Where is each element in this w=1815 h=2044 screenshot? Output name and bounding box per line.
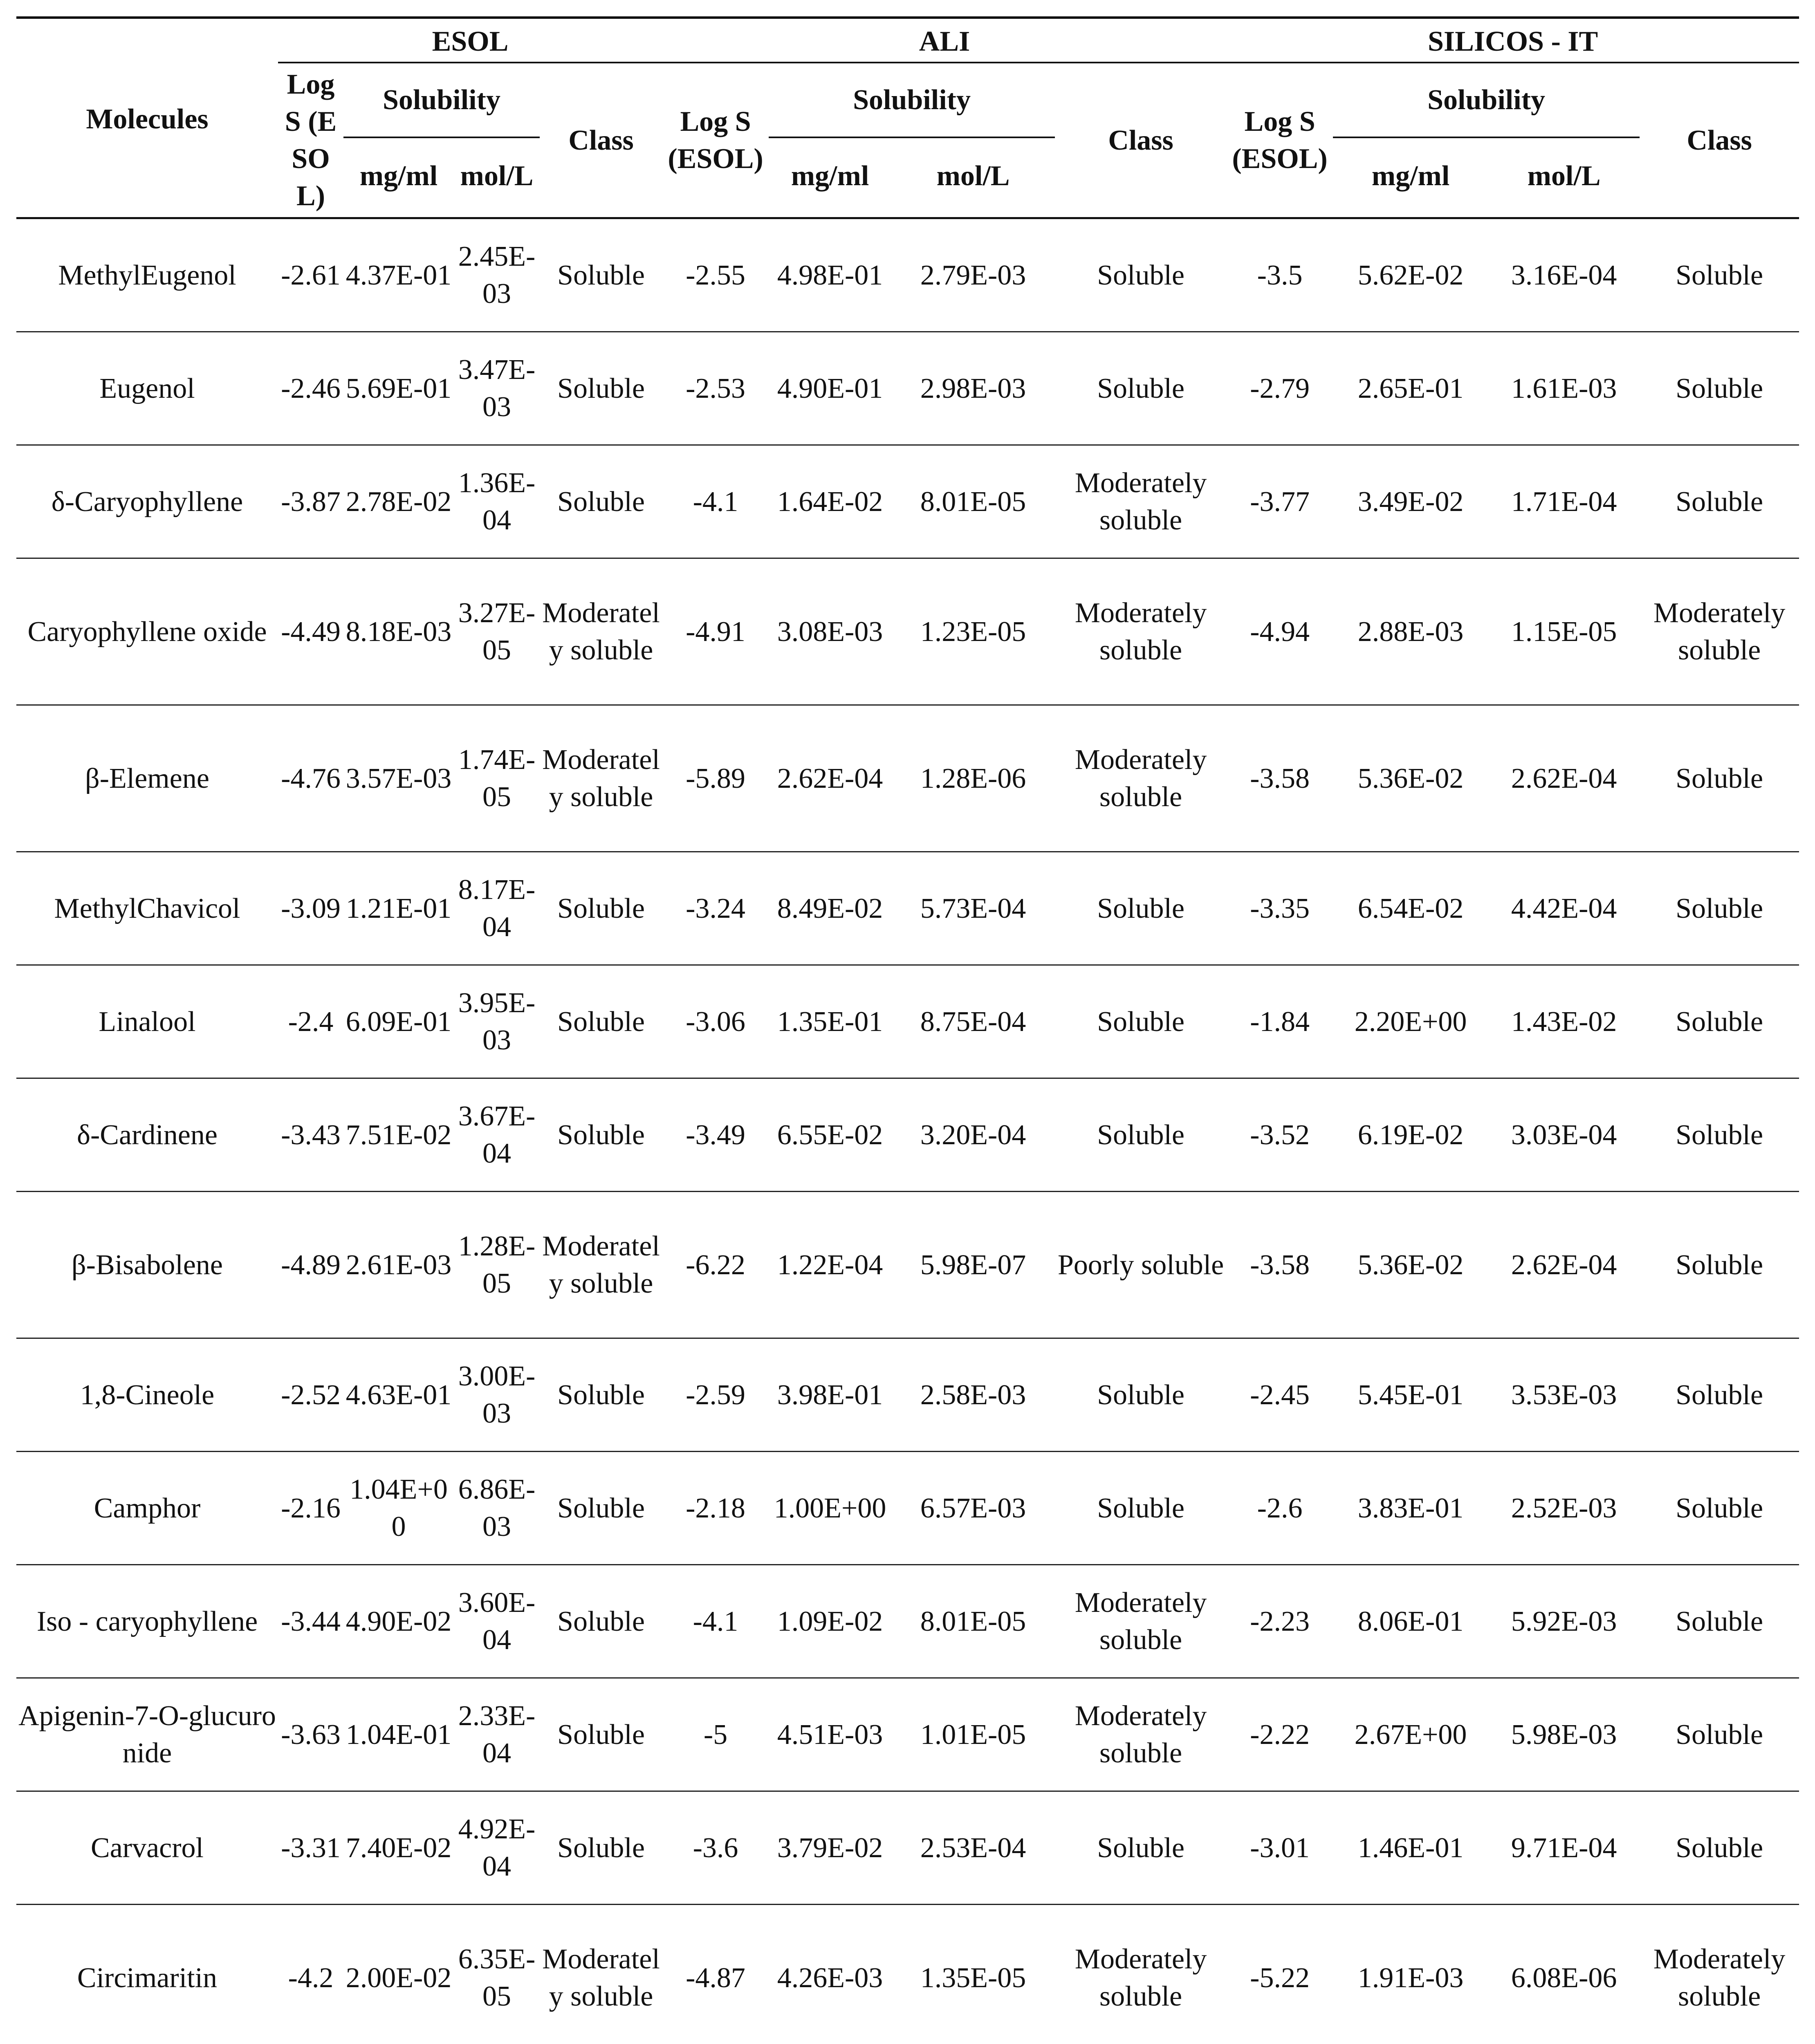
silicos-class-cell: Soluble [1640,332,1799,445]
header-ali-class: Class [1055,63,1227,218]
silicos-class-cell: Soluble [1640,218,1799,332]
esol-log-s-cell: -2.61 [278,218,343,332]
esol-log-s-cell: -3.44 [278,1565,343,1678]
esol-class-cell: Soluble [540,852,662,965]
molecule-name-cell: β-Bisabolene [16,1192,278,1338]
ali-log-s-cell: -3.06 [662,965,769,1078]
ali-mg-ml-cell: 3.08E-03 [769,558,891,705]
ali-log-s-cell: -2.59 [662,1338,769,1452]
esol-mol-l-cell: 1.36E-04 [454,445,540,558]
ali-log-s-cell: -4.1 [662,1565,769,1678]
silicos-mg-ml-cell: 2.88E-03 [1333,558,1488,705]
ali-class-cell: Soluble [1055,852,1227,965]
silicos-mol-l-cell: 2.62E-04 [1488,705,1640,852]
silicos-mol-l-cell: 3.03E-04 [1488,1078,1640,1192]
header-esol-mol-l: mol/L [454,137,540,218]
silicos-mg-ml-cell: 2.65E-01 [1333,332,1488,445]
ali-mol-l-cell: 8.75E-04 [891,965,1055,1078]
ali-mg-ml-cell: 8.49E-02 [769,852,891,965]
esol-class-cell: Soluble [540,1678,662,1791]
silicos-mg-ml-cell: 5.36E-02 [1333,1192,1488,1338]
table-row [16,218,1799,332]
esol-class-cell: Soluble [540,218,662,332]
esol-class-cell: Soluble [540,1078,662,1192]
ali-log-s-cell: -6.22 [662,1192,769,1338]
esol-log-s-cell: -2.46 [278,332,343,445]
header-group-ali: ALI [662,18,1227,63]
ali-mol-l-cell: 1.01E-05 [891,1678,1055,1791]
esol-class-cell: Soluble [540,332,662,445]
ali-mol-l-cell: 8.01E-05 [891,1565,1055,1678]
silicos-log-s-cell: -3.35 [1227,852,1333,965]
silicos-mg-ml-cell: 3.49E-02 [1333,445,1488,558]
silicos-mg-ml-cell: 6.19E-02 [1333,1078,1488,1192]
esol-mol-l-cell: 8.17E-04 [454,852,540,965]
table-row [16,332,1799,445]
molecule-name-cell: Linalool [16,965,278,1078]
ali-mol-l-cell: 5.98E-07 [891,1192,1055,1338]
ali-mol-l-cell: 1.23E-05 [891,558,1055,705]
table-row [16,705,1799,852]
ali-mg-ml-cell: 6.55E-02 [769,1078,891,1192]
silicos-mol-l-cell: 1.43E-02 [1488,965,1640,1078]
esol-log-s-cell: -3.09 [278,852,343,965]
table-row [16,1678,1799,1791]
ali-log-s-cell: -3.6 [662,1791,769,1905]
esol-mg-ml-cell: 3.57E-03 [343,705,454,852]
esol-mol-l-cell: 3.67E-04 [454,1078,540,1192]
silicos-log-s-cell: -3.52 [1227,1078,1333,1192]
ali-class-cell: Soluble [1055,1791,1227,1905]
silicos-log-s-cell: -2.6 [1227,1452,1333,1565]
silicos-class-cell: Soluble [1640,705,1799,852]
header-esol-mg-ml: mg/ml [343,137,454,218]
esol-log-s-cell: -4.2 [278,1905,343,2044]
silicos-class-cell: Soluble [1640,1791,1799,1905]
silicos-class-cell: Soluble [1640,1078,1799,1192]
molecule-name-cell: β-Elemene [16,705,278,852]
molecule-name-cell: 1,8-Cineole [16,1338,278,1452]
ali-mol-l-cell: 2.79E-03 [891,218,1055,332]
header-silicos-mol-l: mol/L [1488,137,1640,218]
header-esol-solubility: Solubility [343,63,540,137]
molecule-name-cell: Eugenol [16,332,278,445]
ali-mg-ml-cell: 4.51E-03 [769,1678,891,1791]
esol-mg-ml-cell: 2.00E-02 [343,1905,454,2044]
header-esol-class: Class [540,63,662,218]
ali-mol-l-cell: 1.35E-05 [891,1905,1055,2044]
silicos-class-cell: Soluble [1640,445,1799,558]
table-row [16,445,1799,558]
esol-mg-ml-cell: 1.04E-01 [343,1678,454,1791]
silicos-mg-ml-cell: 5.45E-01 [1333,1338,1488,1452]
silicos-log-s-cell: -3.58 [1227,705,1333,852]
esol-mol-l-cell: 3.47E-03 [454,332,540,445]
silicos-mg-ml-cell: 5.62E-02 [1333,218,1488,332]
esol-mol-l-cell: 6.86E-03 [454,1452,540,1565]
ali-log-s-cell: -4.87 [662,1905,769,2044]
ali-mg-ml-cell: 1.09E-02 [769,1565,891,1678]
ali-class-cell: Moderately soluble [1055,558,1227,705]
table-row [16,1338,1799,1452]
ali-class-cell: Soluble [1055,1078,1227,1192]
esol-class-cell: Soluble [540,1565,662,1678]
silicos-mol-l-cell: 2.52E-03 [1488,1452,1640,1565]
silicos-mol-l-cell: 2.62E-04 [1488,1192,1640,1338]
ali-mol-l-cell: 2.98E-03 [891,332,1055,445]
esol-class-cell: Moderately soluble [540,1192,662,1338]
esol-mol-l-cell: 3.00E-03 [454,1338,540,1452]
silicos-class-cell: Soluble [1640,1338,1799,1452]
ali-class-cell: Soluble [1055,1338,1227,1452]
ali-mol-l-cell: 2.53E-04 [891,1791,1055,1905]
ali-mol-l-cell: 1.28E-06 [891,705,1055,852]
esol-mol-l-cell: 1.28E-05 [454,1192,540,1338]
table-row [16,965,1799,1078]
header-group-esol: ESOL [278,18,662,63]
ali-mg-ml-cell: 3.79E-02 [769,1791,891,1905]
silicos-mol-l-cell: 3.53E-03 [1488,1338,1640,1452]
ali-class-cell: Moderately soluble [1055,1565,1227,1678]
ali-log-s-cell: -4.91 [662,558,769,705]
silicos-log-s-cell: -2.22 [1227,1678,1333,1791]
molecule-name-cell: MethylEugenol [16,218,278,332]
silicos-mol-l-cell: 9.71E-04 [1488,1791,1640,1905]
ali-mol-l-cell: 6.57E-03 [891,1452,1055,1565]
silicos-class-cell: Soluble [1640,1192,1799,1338]
esol-mg-ml-cell: 2.78E-02 [343,445,454,558]
table-body [16,218,1799,2044]
esol-mol-l-cell: 3.60E-04 [454,1565,540,1678]
header-ali-mol-l: mol/L [891,137,1055,218]
esol-log-s-cell: -3.87 [278,445,343,558]
ali-class-cell: Soluble [1055,218,1227,332]
ali-class-cell: Moderately soluble [1055,705,1227,852]
ali-class-cell: Poorly soluble [1055,1192,1227,1338]
esol-log-s-cell: -4.89 [278,1192,343,1338]
esol-mg-ml-cell: 4.37E-01 [343,218,454,332]
ali-mol-l-cell: 3.20E-04 [891,1078,1055,1192]
esol-log-s-cell: -4.49 [278,558,343,705]
table-row [16,558,1799,705]
esol-mol-l-cell: 3.95E-03 [454,965,540,1078]
molecule-name-cell: Caryophyllene oxide [16,558,278,705]
esol-mol-l-cell: 3.27E-05 [454,558,540,705]
esol-log-s-cell: -3.63 [278,1678,343,1791]
silicos-mg-ml-cell: 5.36E-02 [1333,705,1488,852]
ali-mg-ml-cell: 4.26E-03 [769,1905,891,2044]
esol-mg-ml-cell: 7.51E-02 [343,1078,454,1192]
ali-mg-ml-cell: 1.22E-04 [769,1192,891,1338]
silicos-log-s-cell: -2.45 [1227,1338,1333,1452]
silicos-class-cell: Soluble [1640,965,1799,1078]
ali-log-s-cell: -3.24 [662,852,769,965]
ali-log-s-cell: -4.1 [662,445,769,558]
esol-mol-l-cell: 4.92E-04 [454,1791,540,1905]
silicos-log-s-cell: -3.58 [1227,1192,1333,1338]
header-molecules: Molecules [16,18,278,218]
esol-mol-l-cell: 2.45E-03 [454,218,540,332]
ali-class-cell: Moderately soluble [1055,1905,1227,2044]
table-row [16,1791,1799,1905]
esol-log-s-cell: -2.4 [278,965,343,1078]
header-silicos-log-s: Log S (ESOL) [1227,63,1333,218]
header-ali-mg-ml: mg/ml [769,137,891,218]
esol-class-cell: Soluble [540,1791,662,1905]
silicos-mg-ml-cell: 6.54E-02 [1333,852,1488,965]
table-row [16,1078,1799,1192]
silicos-log-s-cell: -5.22 [1227,1905,1333,2044]
silicos-mg-ml-cell: 3.83E-01 [1333,1452,1488,1565]
silicos-class-cell: Soluble [1640,852,1799,965]
header-group-silicos-it: SILICOS - IT [1227,18,1799,63]
molecule-name-cell: MethylChavicol [16,852,278,965]
header-silicos-solubility: Solubility [1333,63,1640,137]
ali-mg-ml-cell: 2.62E-04 [769,705,891,852]
ali-mg-ml-cell: 1.35E-01 [769,965,891,1078]
table-row [16,1905,1799,2044]
esol-class-cell: Moderately soluble [540,705,662,852]
esol-class-cell: Soluble [540,965,662,1078]
table-row [16,1192,1799,1338]
esol-mg-ml-cell: 5.69E-01 [343,332,454,445]
esol-class-cell: Soluble [540,1338,662,1452]
esol-class-cell: Soluble [540,1452,662,1565]
esol-mg-ml-cell: 1.21E-01 [343,852,454,965]
ali-class-cell: Moderately soluble [1055,445,1227,558]
esol-mol-l-cell: 6.35E-05 [454,1905,540,2044]
header-esol-log-s: Log S (ESOL) [278,63,343,218]
silicos-class-cell: Soluble [1640,1678,1799,1791]
silicos-log-s-cell: -3.5 [1227,218,1333,332]
esol-class-cell: Moderately soluble [540,558,662,705]
silicos-log-s-cell: -3.77 [1227,445,1333,558]
molecule-name-cell: Circimaritin [16,1905,278,2044]
silicos-log-s-cell: -2.23 [1227,1565,1333,1678]
esol-mg-ml-cell: 8.18E-03 [343,558,454,705]
ali-mol-l-cell: 2.58E-03 [891,1338,1055,1452]
silicos-log-s-cell: -4.94 [1227,558,1333,705]
silicos-mg-ml-cell: 2.67E+00 [1333,1678,1488,1791]
esol-mg-ml-cell: 7.40E-02 [343,1791,454,1905]
silicos-mol-l-cell: 3.16E-04 [1488,218,1640,332]
silicos-mol-l-cell: 1.71E-04 [1488,445,1640,558]
ali-mg-ml-cell: 1.00E+00 [769,1452,891,1565]
esol-class-cell: Soluble [540,445,662,558]
esol-mol-l-cell: 2.33E-04 [454,1678,540,1791]
silicos-class-cell: Moderately soluble [1640,1905,1799,2044]
silicos-mol-l-cell: 4.42E-04 [1488,852,1640,965]
ali-log-s-cell: -5.89 [662,705,769,852]
esol-mg-ml-cell: 2.61E-03 [343,1192,454,1338]
ali-mol-l-cell: 8.01E-05 [891,445,1055,558]
molecule-name-cell: Camphor [16,1452,278,1565]
ali-class-cell: Soluble [1055,332,1227,445]
solubility-table [16,16,1799,2044]
molecule-name-cell: Carvacrol [16,1791,278,1905]
molecule-name-cell: δ-Caryophyllene [16,445,278,558]
esol-log-s-cell: -3.43 [278,1078,343,1192]
ali-mg-ml-cell: 4.90E-01 [769,332,891,445]
silicos-class-cell: Soluble [1640,1452,1799,1565]
silicos-mol-l-cell: 1.61E-03 [1488,332,1640,445]
esol-mg-ml-cell: 4.90E-02 [343,1565,454,1678]
ali-class-cell: Soluble [1055,1452,1227,1565]
solubility-table-page [16,16,1799,2044]
esol-class-cell: Moderately soluble [540,1905,662,2044]
ali-mg-ml-cell: 3.98E-01 [769,1338,891,1452]
esol-log-s-cell: -3.31 [278,1791,343,1905]
silicos-log-s-cell: -2.79 [1227,332,1333,445]
silicos-class-cell: Moderately soluble [1640,558,1799,705]
silicos-mol-l-cell: 1.15E-05 [1488,558,1640,705]
silicos-class-cell: Soluble [1640,1565,1799,1678]
molecule-name-cell: δ-Cardinene [16,1078,278,1192]
molecule-name-cell: Iso - caryophyllene [16,1565,278,1678]
ali-mg-ml-cell: 4.98E-01 [769,218,891,332]
ali-class-cell: Soluble [1055,965,1227,1078]
esol-mol-l-cell: 1.74E-05 [454,705,540,852]
table-row [16,1452,1799,1565]
ali-log-s-cell: -5 [662,1678,769,1791]
table-row [16,1565,1799,1678]
ali-log-s-cell: -3.49 [662,1078,769,1192]
esol-mg-ml-cell: 6.09E-01 [343,965,454,1078]
ali-class-cell: Moderately soluble [1055,1678,1227,1791]
ali-log-s-cell: -2.55 [662,218,769,332]
ali-mg-ml-cell: 1.64E-02 [769,445,891,558]
header-ali-solubility: Solubility [769,63,1055,137]
silicos-mg-ml-cell: 1.46E-01 [1333,1791,1488,1905]
header-ali-log-s: Log S (ESOL) [662,63,769,218]
silicos-mg-ml-cell: 2.20E+00 [1333,965,1488,1078]
ali-log-s-cell: -2.18 [662,1452,769,1565]
esol-log-s-cell: -2.16 [278,1452,343,1565]
silicos-mg-ml-cell: 8.06E-01 [1333,1565,1488,1678]
silicos-mol-l-cell: 5.92E-03 [1488,1565,1640,1678]
silicos-mol-l-cell: 5.98E-03 [1488,1678,1640,1791]
silicos-log-s-cell: -3.01 [1227,1791,1333,1905]
silicos-log-s-cell: -1.84 [1227,965,1333,1078]
esol-log-s-cell: -2.52 [278,1338,343,1452]
silicos-mg-ml-cell: 1.91E-03 [1333,1905,1488,2044]
esol-mg-ml-cell: 1.04E+00 [343,1452,454,1565]
silicos-mol-l-cell: 6.08E-06 [1488,1905,1640,2044]
header-silicos-class: Class [1640,63,1799,218]
header-silicos-mg-ml: mg/ml [1333,137,1488,218]
esol-mg-ml-cell: 4.63E-01 [343,1338,454,1452]
ali-log-s-cell: -2.53 [662,332,769,445]
molecule-name-cell: Apigenin-7-O-glucuronide [16,1678,278,1791]
esol-log-s-cell: -4.76 [278,705,343,852]
ali-mol-l-cell: 5.73E-04 [891,852,1055,965]
table-row [16,852,1799,965]
